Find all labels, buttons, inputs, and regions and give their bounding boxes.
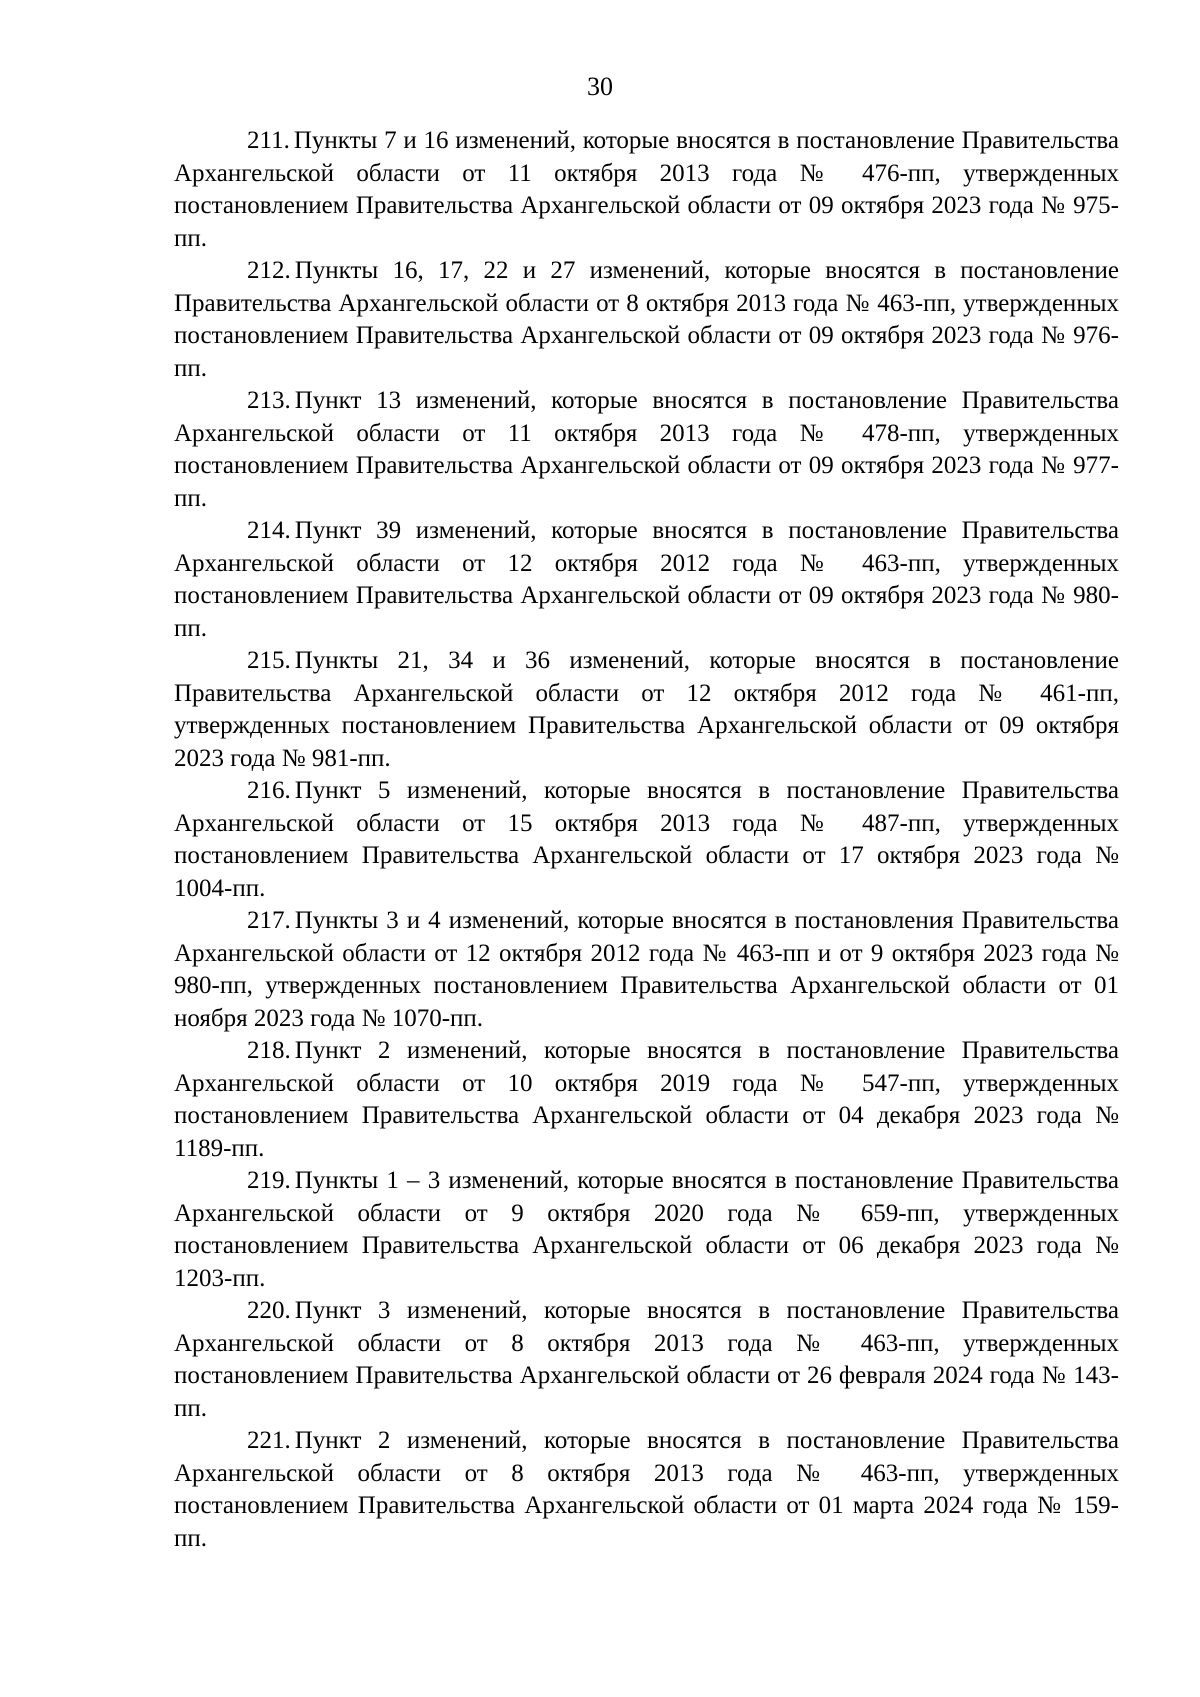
paragraph-number: 221. (247, 1427, 291, 1454)
paragraph-221 (174, 1425, 1119, 1555)
paragraph-number: 219. (247, 1167, 291, 1194)
paragraph-214 (174, 515, 1119, 645)
paragraph-text: Пункты 1 – 3 изменений, которые вносятся в постановление Правительства Архангельской области от 9 октября 2020 года № 659-пп, утвержденных постановлением Правительства Архангельской области от 06 декабря 2023 года № 1203-пп. (174, 1167, 1119, 1292)
paragraph-number: 213. (247, 387, 291, 414)
paragraph-220 (174, 1295, 1119, 1425)
paragraph-text: Пункты 16, 17, 22 и 27 изменений, которые вносятся в постановление Правительства Архангельской области от 8 октября 2013 года № 463-пп, утвержденных постановлением Правительства Архангельской области от 09 октября 2023 года № 976-пп. (174, 257, 1119, 382)
paragraph-text: Пункт 2 изменений, которые вносятся в постановление Правительства Архангельской области от 8 октября 2013 года № 463-пп, утвержденных постановлением Правительства Архангельской области от 01 марта 2024 года № 159-пп. (174, 1427, 1119, 1552)
paragraph-211 (174, 125, 1119, 255)
paragraph-number: 217. (247, 907, 291, 934)
page-number: 30 (587, 72, 613, 101)
paragraph-number: 214. (247, 517, 291, 544)
paragraph-text: Пункты 21, 34 и 36 изменений, которые вносятся в постановление Правительства Архангельской области от 12 октября 2012 года № 461-пп, утвержденных постановлением Правительства Архангельской области от 09 октября 2023 года № 981-пп. (174, 647, 1119, 772)
paragraph-text: Пункт 13 изменений, которые вносятся в постановление Правительства Архангельской области от 11 октября 2013 года № 478-пп, утвержденных постановлением Правительства Архангельской области от 09 октября 2023 года № 977-пп. (174, 387, 1119, 512)
paragraph-number: 216. (247, 777, 291, 804)
paragraph-text: Пункты 3 и 4 изменений, которые вносятся в постановления Правительства Архангельской области от 12 октября 2012 года № 463-пп и от 9 октября 2023 года № 980-пп, утвержденных постановлением Правительства Архангельской области от 01 ноября 2023 года № 1070-пп. (174, 907, 1119, 1032)
paragraph-text: Пункт 5 изменений, которые вносятся в постановление Правительства Архангельской области от 15 октября 2013 года № 487-пп, утвержденных постановлением Правительства Архангельской области от 17 октября 2023 года № 1004-пп. (174, 777, 1119, 902)
paragraph-number: 212. (247, 257, 291, 284)
paragraph-218 (174, 1035, 1119, 1165)
paragraph-number: 211. (247, 127, 290, 154)
paragraph-213 (174, 385, 1119, 515)
paragraph-number: 215. (247, 647, 291, 674)
paragraph-217 (174, 905, 1119, 1035)
paragraph-215 (174, 645, 1119, 775)
paragraph-text: Пункт 39 изменений, которые вносятся в постановление Правительства Архангельской области от 12 октября 2012 года № 463-пп, утвержденных постановлением Правительства Архангельской области от 09 октября 2023 года № 980-пп. (174, 517, 1119, 642)
paragraph-212 (174, 255, 1119, 385)
paragraph-219 (174, 1165, 1119, 1295)
paragraph-text: Пункт 3 изменений, которые вносятся в постановление Правительства Архангельской области от 8 октября 2013 года № 463-пп, утвержденных постановлением Правительства Архангельской области от 26 февраля 2024 года № 143-пп. (174, 1297, 1119, 1422)
paragraph-number: 218. (247, 1037, 291, 1064)
paragraph-text: Пункты 7 и 16 изменений, которые вносятся в постановление Правительства Архангельской области от 11 октября 2013 года № 476-пп, утвержденных постановлением Правительства Архангельской области от 09 октября 2023 года № 975-пп. (174, 127, 1119, 252)
paragraph-text: Пункт 2 изменений, которые вносятся в постановление Правительства Архангельской области от 10 октября 2019 года № 547-пп, утвержденных постановлением Правительства Архангельской области от 04 декабря 2023 года № 1189-пп. (174, 1037, 1119, 1162)
paragraph-number: 220. (247, 1297, 291, 1324)
paragraph-216 (174, 775, 1119, 905)
document-body (174, 125, 1119, 1555)
